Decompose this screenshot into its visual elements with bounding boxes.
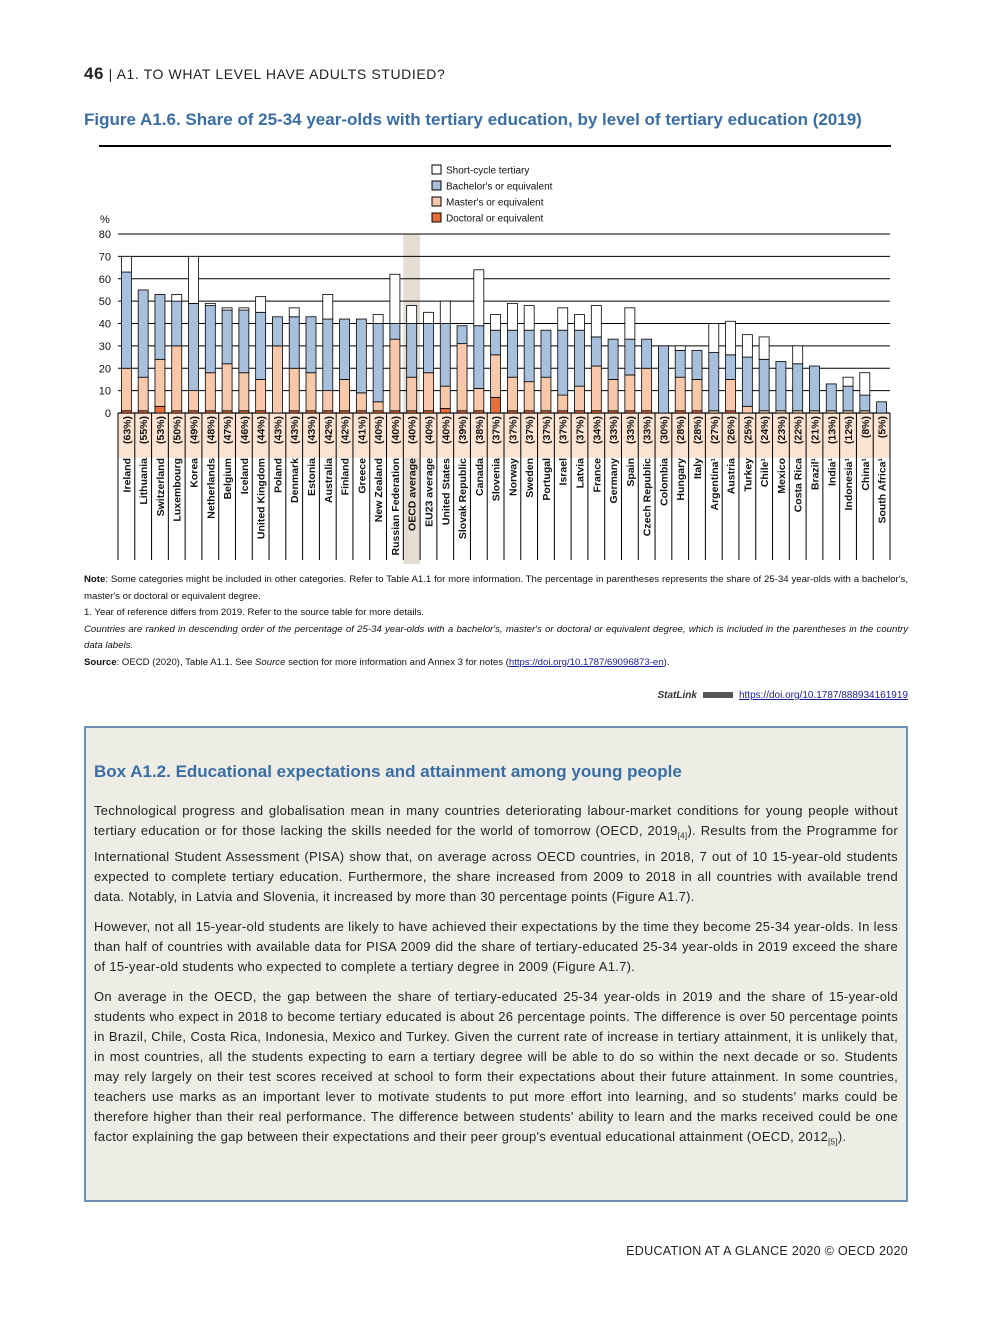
note-paragraph <box>84 572 908 605</box>
bar-bachelor <box>742 357 752 406</box>
pct-label: (43%) <box>289 416 302 445</box>
bar-short <box>172 294 182 301</box>
pct-label: (28%) <box>675 416 688 445</box>
bar-bachelor <box>575 330 585 386</box>
box-body <box>94 801 898 1162</box>
category-label: India¹ <box>826 458 839 486</box>
category-label: Hungary <box>675 458 688 501</box>
pct-label: (33%) <box>608 416 621 445</box>
source-italic: Source <box>255 656 286 668</box>
bar-bachelor <box>373 324 383 402</box>
y-tick-label: 10 <box>98 385 111 398</box>
category-label: Czech Republic <box>641 458 654 537</box>
pct-label: (40%) <box>406 416 419 445</box>
pct-label: (40%) <box>440 416 453 445</box>
statlink-logo-icon <box>703 692 733 698</box>
category-label: Italy <box>692 458 704 480</box>
bar-master <box>121 368 131 411</box>
pct-label: (38%) <box>473 416 486 445</box>
bar-short <box>726 321 736 355</box>
category-label: Poland <box>272 458 285 494</box>
bar-short <box>675 346 685 350</box>
category-label: Israel <box>557 458 570 486</box>
bar-bachelor <box>423 324 433 373</box>
category-label: Ireland <box>121 458 134 493</box>
category-label: China¹ <box>859 458 872 491</box>
bar-short <box>205 303 215 305</box>
figure-title: Figure A1.6. Share of 25-34 year-olds with tertiary education, by level of tertiary education (2019) <box>84 110 862 129</box>
p1-text-a: Technological progress and globalisation mean in many countries deteriorating labour-market conditions for young people without tertiary education or for those lacking the skills needed for the world of tomorrow (OECD, 2019 <box>94 803 898 838</box>
bar-bachelor <box>356 319 366 393</box>
pct-label: (21%) <box>809 416 822 445</box>
pct-label: (42%) <box>322 416 335 445</box>
bar-bachelor <box>709 353 719 411</box>
bar-master <box>373 402 383 411</box>
bar-master <box>189 391 199 411</box>
bar-bachelor <box>809 366 819 411</box>
pct-label: (23%) <box>775 416 788 445</box>
pct-label: (43%) <box>306 416 318 445</box>
legend-swatch <box>432 165 441 174</box>
bar-bachelor <box>222 310 232 364</box>
category-label: Chile¹ <box>759 458 772 488</box>
source-paragraph <box>84 655 908 672</box>
pct-label: (55%) <box>138 416 151 445</box>
bar-bachelor <box>340 319 350 379</box>
legend-label: Short-cycle tertiary <box>446 165 530 177</box>
bar-bachelor <box>675 350 685 377</box>
legend-label: Master's or equivalent <box>446 197 544 209</box>
section-title: A1. TO WHAT LEVEL HAVE ADULTS STUDIED? <box>116 66 446 82</box>
y-tick-label: 70 <box>98 251 111 264</box>
bar-bachelor <box>591 337 601 366</box>
bar-short <box>625 308 635 339</box>
page-footer: EDUCATION AT A GLANCE 2020 © OECD 2020 <box>626 1244 908 1258</box>
category-label: South Africa¹ <box>876 458 889 524</box>
bar-master <box>306 373 316 411</box>
box-title <box>94 762 682 782</box>
legend-swatch <box>432 181 441 190</box>
bar-bachelor <box>860 395 870 411</box>
pct-label: (5%) <box>876 416 889 439</box>
pct-label: (47%) <box>222 416 235 445</box>
note-label: Note <box>84 574 106 585</box>
bar-master <box>491 355 501 398</box>
category-label: Lithuania <box>138 458 151 505</box>
pct-label: (37%) <box>524 416 537 445</box>
bar-short <box>323 294 333 319</box>
category-label: Portugal <box>540 458 553 501</box>
pct-label: (43%) <box>272 416 285 445</box>
bar-master <box>474 388 484 410</box>
y-axis-label: % <box>100 214 110 226</box>
category-label: United Kingdom <box>255 458 268 540</box>
statlink-url[interactable]: https://doi.org/10.1787/888934161919 <box>738 690 908 701</box>
pct-label: (40%) <box>373 416 386 445</box>
legend-label: Doctoral or equivalent <box>446 213 544 225</box>
category-label: Slovenia <box>490 458 503 502</box>
bar-short <box>423 312 433 323</box>
bar-bachelor <box>541 330 551 377</box>
category-label: Estonia <box>306 458 318 496</box>
bar-short <box>390 274 400 323</box>
bar-short <box>860 373 870 395</box>
pct-label: (30%) <box>658 416 671 445</box>
category-label: Argentina¹ <box>708 458 721 511</box>
pct-label: (27%) <box>708 416 721 445</box>
pct-label: (50%) <box>171 416 184 445</box>
bar-short <box>759 337 769 359</box>
bar-master <box>541 377 551 411</box>
bar-short <box>558 308 568 330</box>
legend-swatch <box>432 213 441 222</box>
category-label: Germany <box>608 458 621 504</box>
bar-short <box>491 315 501 331</box>
pct-label: (28%) <box>692 416 704 445</box>
pct-label: (42%) <box>339 416 352 445</box>
bar-master <box>440 386 450 408</box>
pct-label: (41%) <box>356 416 369 445</box>
bar-master <box>323 391 333 411</box>
bar-bachelor <box>776 362 786 411</box>
category-label: Greece <box>356 458 369 494</box>
bar-doctoral <box>440 409 450 413</box>
bar-short <box>256 297 266 313</box>
y-tick-label: 80 <box>98 229 111 241</box>
pct-label: (34%) <box>591 416 604 445</box>
category-label: Switzerland <box>154 458 167 517</box>
y-tick-label: 30 <box>98 340 111 353</box>
box-title-prefix: Box A1.2 <box>94 762 167 781</box>
category-label: Luxembourg <box>171 458 184 522</box>
bar-bachelor <box>491 330 501 355</box>
bar-short <box>474 270 484 326</box>
bar-short <box>189 256 199 303</box>
legend-label: Bachelor's or equivalent <box>446 181 553 193</box>
bar-short <box>373 315 383 324</box>
bar-master <box>524 382 534 411</box>
category-label: Netherlands <box>205 458 218 519</box>
note-text: : Some categories might be included in other categories. Refer to Table A1.1 for more information. The percentage in parentheses represents the share of 25-34 year-olds with a bachelor's, master's or doctoral or equivalent degree. <box>84 574 908 602</box>
bar-master <box>742 406 752 413</box>
bar-master <box>289 368 299 411</box>
category-label: Canada <box>473 458 486 496</box>
bar-bachelor <box>524 330 534 381</box>
pct-label: (26%) <box>725 416 738 445</box>
category-label: Costa Rica <box>792 458 805 513</box>
source-text-pre: : OECD (2020), Table A1.1. See <box>116 656 256 668</box>
pct-label: (33%) <box>641 416 654 445</box>
figure-top-rule <box>99 145 891 147</box>
bar-bachelor <box>289 317 299 368</box>
bar-doctoral <box>491 397 501 413</box>
bar-short <box>575 315 585 331</box>
bar-bachelor <box>189 303 199 390</box>
category-label: Korea <box>188 458 201 488</box>
bar-bachelor <box>323 319 333 391</box>
pct-label: (37%) <box>540 416 553 445</box>
bar-master <box>507 377 517 411</box>
bar-bachelor <box>272 317 282 346</box>
p3-text-a: On average in the OECD, the gap between the share of tertiary-educated 25-34 year-olds in 2019 and the share of 15-year-old students who expect in 2018 to become tertiary educated is about 26 percentage points. The difference is over 50 percentage points in Brazil, Chile, Costa Rica, Indonesia, Mexico and Turkey. Given the current rate of increase in tertiary attainment, it is unlikely that, in most countries, all the students expecting to earn a tertiary degree will be able to do so within the next decade or so. Students may rely largely on their test scores received at school to form their expectations about their future attainment. In some countries, teachers use marks as an important lever to motivate students to put more effort into learning, and so students' marks could be therefore higher than their real performance. The difference between students' ability to learn and the marks received could be one factor explaining the gap between their expectations and their peer group's eventual educational attainment (OECD, 2012 <box>94 988 898 1144</box>
pct-label: (48%) <box>205 416 218 445</box>
bar-bachelor <box>826 384 836 411</box>
bar-master <box>222 364 232 411</box>
p3-reference: [5] <box>828 1137 838 1147</box>
category-label: United States <box>440 458 453 526</box>
bar-bachelor <box>256 312 266 379</box>
category-label: Norway <box>507 458 520 496</box>
bar-master <box>256 379 266 410</box>
pct-label: (24%) <box>759 416 772 445</box>
bar-bachelor <box>306 317 316 373</box>
bar-master <box>642 368 652 411</box>
category-label: Indonesia¹ <box>843 458 856 511</box>
bar-bachelor <box>239 310 249 373</box>
bar-master <box>625 375 635 411</box>
pct-label: (53%) <box>154 416 167 445</box>
y-tick-label: 60 <box>98 273 111 286</box>
bar-master <box>272 346 282 413</box>
y-tick-label: 20 <box>98 363 111 376</box>
pct-label: (8%) <box>859 416 872 439</box>
bar-master <box>457 344 467 411</box>
box-a1-2 <box>84 726 908 1202</box>
pct-label: (63%) <box>121 416 134 445</box>
figure-notes <box>84 572 908 671</box>
category-label: Turkey <box>742 458 755 492</box>
category-label: Iceland <box>238 458 251 495</box>
category-label: Austria <box>725 458 738 495</box>
bar-bachelor <box>407 324 417 378</box>
category-label: Finland <box>339 458 352 496</box>
bar-bachelor <box>642 339 652 368</box>
bar-bachelor <box>205 306 215 373</box>
bar-short <box>440 301 450 323</box>
bar-master <box>390 339 400 411</box>
pct-label: (44%) <box>255 416 268 445</box>
bar-short <box>121 256 131 272</box>
bar-short <box>709 324 719 353</box>
bar-bachelor <box>692 350 702 379</box>
bar-short <box>407 306 417 324</box>
category-label: Sweden <box>524 458 537 498</box>
category-label: New Zealand <box>373 458 386 523</box>
pct-label: (37%) <box>490 416 503 445</box>
bar-bachelor <box>155 294 165 359</box>
source-label: Source <box>84 656 117 668</box>
category-label: Spain <box>624 458 637 487</box>
pct-label: (33%) <box>624 416 637 445</box>
bar-master <box>239 373 249 411</box>
bar-bachelor <box>440 324 450 387</box>
bar-short <box>524 306 534 331</box>
category-label: Belgium <box>222 458 235 500</box>
category-label: Brazil¹ <box>809 458 822 491</box>
category-label: France <box>591 458 604 493</box>
category-label: Latvia <box>574 458 587 489</box>
bar-short <box>507 303 517 330</box>
pct-label: (49%) <box>188 416 201 445</box>
box-paragraph-3 <box>94 987 898 1153</box>
bar-bachelor <box>474 326 484 389</box>
bar-short <box>793 346 803 364</box>
bar-bachelor <box>793 364 803 411</box>
bar-bachelor <box>877 402 887 413</box>
bar-master <box>608 379 618 410</box>
bar-master <box>575 386 585 411</box>
source-link[interactable]: https://doi.org/10.1787/69096873-en <box>508 656 664 668</box>
category-label: OECD average <box>406 458 419 531</box>
bar-bachelor <box>843 386 853 411</box>
bar-short <box>289 308 299 317</box>
p1-reference: [4] <box>677 831 688 841</box>
bar-master <box>407 377 417 411</box>
category-label: Denmark <box>289 458 302 503</box>
bar-master <box>205 373 215 411</box>
bar-bachelor <box>390 324 400 340</box>
pct-label: (13%) <box>826 416 839 445</box>
bar-master <box>591 366 601 411</box>
bar-bachelor <box>457 326 467 344</box>
p3-text-b: ). <box>837 1128 847 1144</box>
box-paragraph-1 <box>94 801 898 907</box>
bar-master <box>155 359 165 406</box>
y-tick-label: 50 <box>98 296 111 309</box>
page-header <box>84 64 445 84</box>
y-tick-label: 0 <box>104 408 111 420</box>
bar-master <box>675 377 685 411</box>
source-text-mid: section for more information and Annex 3 for notes ( <box>285 656 509 668</box>
stacked-bar-chart <box>0 150 992 570</box>
category-label: Russian Federation <box>389 458 402 556</box>
bar-master <box>340 379 350 410</box>
bar-master <box>423 373 433 411</box>
box-paragraph-2: However, not all 15-year-old students are likely to have achieved their expectations by the time they become 25-34 year-olds. In less than half of countries with available data for PISA 2009 did the share of tertiary-educated 25-34 year-olds in 2019 exceed the share of 15-year-old students who expected to complete a tertiary degree in 2009 (Figure A1.7). <box>94 918 898 974</box>
page-number: 46 <box>84 64 105 83</box>
bar-master <box>692 379 702 410</box>
legend-swatch <box>432 197 441 206</box>
bar-bachelor <box>172 301 182 346</box>
pct-label: (40%) <box>389 416 402 445</box>
statlink-brand: StatLink <box>657 690 697 701</box>
pct-label: (25%) <box>742 416 755 445</box>
bar-bachelor <box>726 355 736 380</box>
bar-bachelor <box>625 339 635 375</box>
pct-label: (22%) <box>792 416 805 445</box>
bar-bachelor <box>507 330 517 377</box>
bar-bachelor <box>558 330 568 395</box>
footnote: 1. Year of reference differs from 2019. Refer to the source table for more details. <box>84 607 425 618</box>
category-label: Slovak Republic <box>457 458 470 540</box>
pct-label: (46%) <box>238 416 251 445</box>
bar-master <box>726 379 736 410</box>
bar-bachelor <box>121 272 131 368</box>
bar-bachelor <box>138 290 148 377</box>
box-title-rest: . Educational expectations and attainment among young people <box>166 762 682 781</box>
bar-short <box>591 306 601 337</box>
pct-label: (39%) <box>457 416 470 445</box>
bar-master <box>558 395 568 411</box>
category-label: Australia <box>322 458 335 503</box>
bar-short <box>843 377 853 386</box>
pct-label: (12%) <box>843 416 856 445</box>
bar-bachelor <box>759 359 769 410</box>
bar-doctoral <box>155 406 165 413</box>
category-label: Colombia <box>658 458 671 506</box>
pct-label: (37%) <box>507 416 520 445</box>
p1-text-b: ). Results from the Programme for International Student Assessment (PISA) show that, on average across OECD countries, in 2018, 7 out of 10 15-year-old students expected to complete tertiary education. Furthermore, the share increased from 2009 to 2018 in all countries with available trend data. Notably, in Latvia and Slovenia, it increased by more than 30 percentage points (Figure A1.7). <box>94 823 898 904</box>
pct-label: (37%) <box>574 416 587 445</box>
pct-label: (37%) <box>557 416 570 445</box>
category-label: EU23 average <box>423 458 436 527</box>
ranking-note: Countries are ranked in descending order of the percentage of 25-34 year-olds with a bachelor's, master's or doctoral or equivalent degree, which is included in the parentheses in the country data labels. <box>84 623 908 651</box>
bar-master <box>356 393 366 411</box>
statlink <box>658 690 909 701</box>
header-separator: | <box>108 66 117 82</box>
bar-short <box>222 308 232 310</box>
category-label: Mexico <box>775 458 788 494</box>
bar-bachelor <box>658 346 668 413</box>
source-text-end: ). <box>663 656 670 668</box>
bar-master <box>172 346 182 411</box>
bar-bachelor <box>608 339 618 379</box>
y-tick-label: 40 <box>98 318 111 331</box>
bar-master <box>138 377 148 411</box>
bar-short <box>742 335 752 357</box>
pct-label: (40%) <box>423 416 436 445</box>
bar-short <box>239 308 249 310</box>
